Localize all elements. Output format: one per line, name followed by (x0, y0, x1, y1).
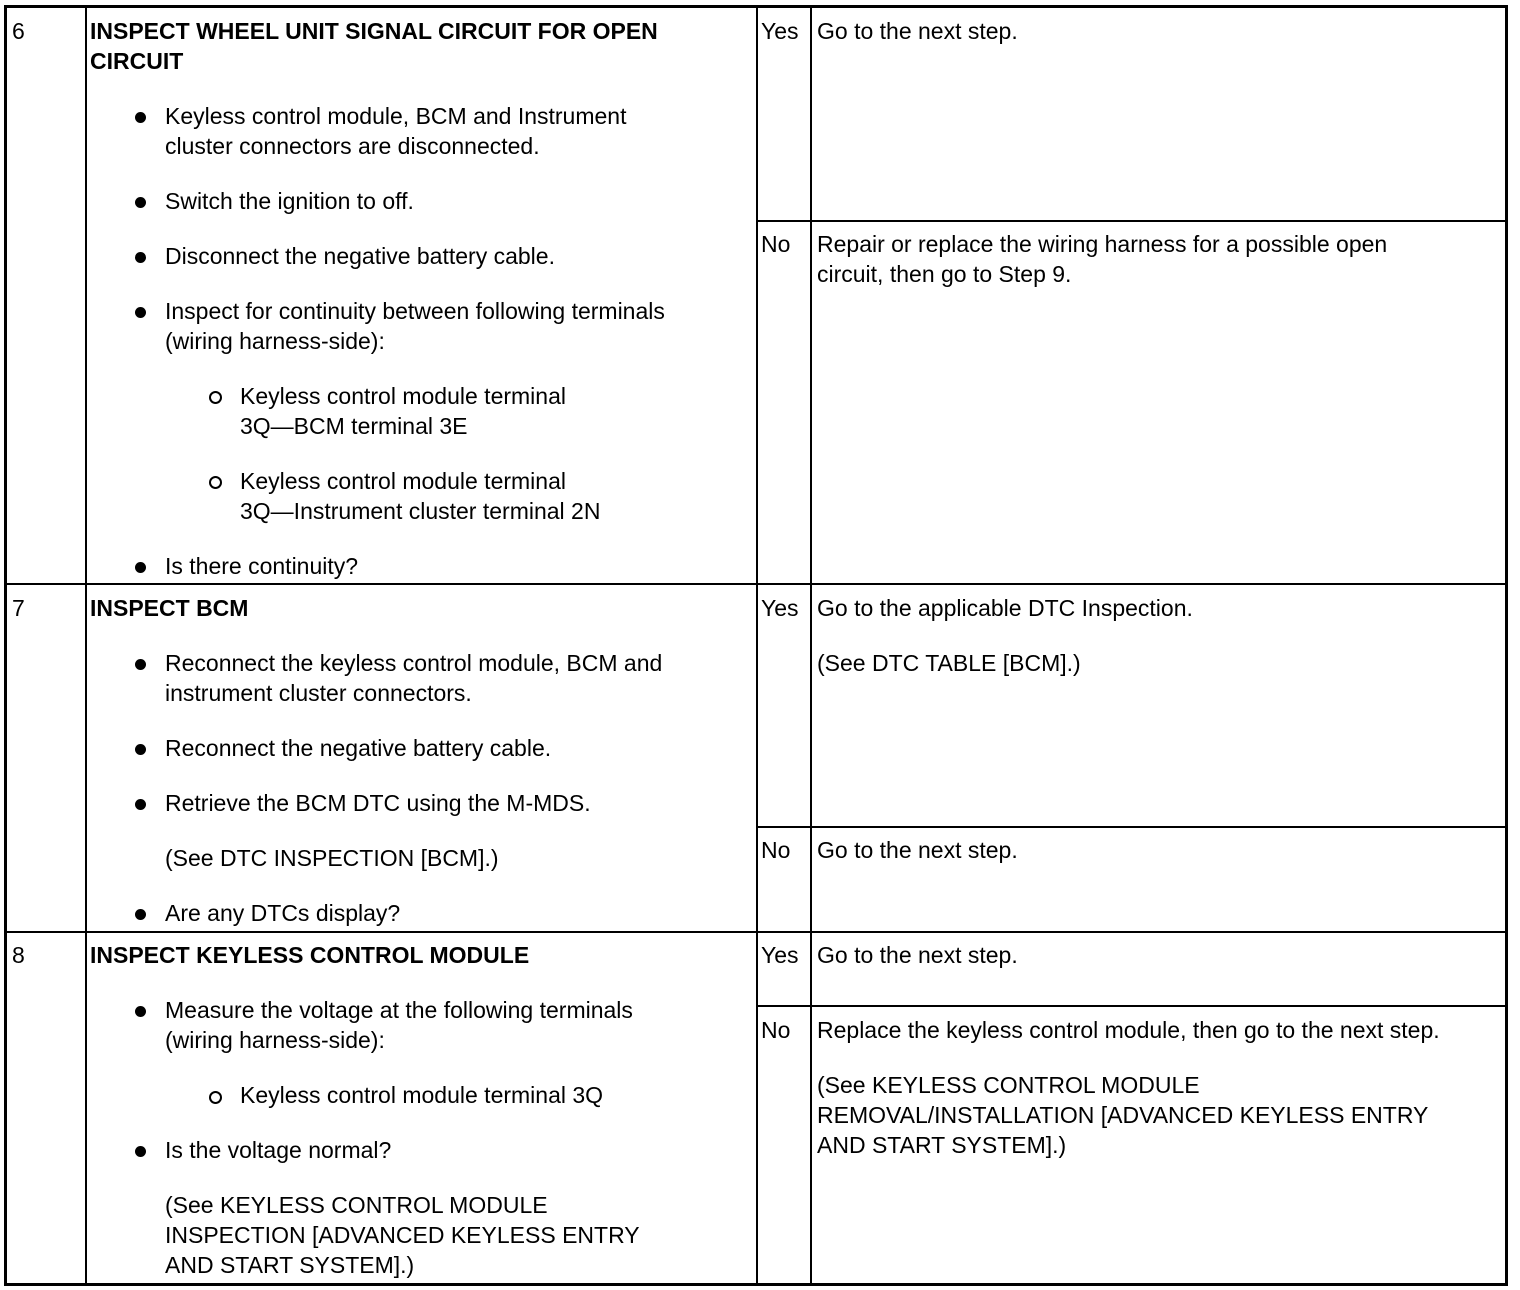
step-item: Retrieve the BCM DTC using the M-MDS. (165, 790, 591, 816)
result-label-no: No (761, 837, 791, 863)
row-divider-step-7 (7, 583, 1505, 585)
step-item: Is the voltage normal? (165, 1137, 392, 1163)
step-item: cluster connectors are disconnected. (165, 133, 540, 159)
step-title: INSPECT KEYLESS CONTROL MODULE (90, 942, 530, 968)
step-item: Measure the voltage at the following terminals (165, 997, 633, 1023)
step-item: Disconnect the negative battery cable. (165, 243, 555, 269)
step-number: 8 (12, 942, 25, 968)
step-item: Switch the ignition to off. (165, 188, 414, 214)
step-title: INSPECT WHEEL UNIT SIGNAL CIRCUIT FOR OPEN (90, 18, 658, 44)
step-number: 7 (12, 595, 25, 621)
result-label-yes: Yes (761, 18, 799, 44)
bullet-icon (135, 799, 146, 810)
result-action: Go to the next step. (817, 837, 1018, 863)
bullet-icon (135, 659, 146, 670)
result-action: Go to the applicable DTC Inspection. (817, 595, 1193, 621)
step-reference: AND START SYSTEM].) (165, 1252, 415, 1278)
column-divider-action (810, 8, 812, 1283)
step-item: (wiring harness-side): (165, 1027, 385, 1053)
step-reference: (See DTC INSPECTION [BCM].) (165, 845, 499, 871)
sub-bullet-icon (209, 476, 222, 489)
bullet-icon (135, 252, 146, 263)
step-item: Inspect for continuity between following terminals (165, 298, 665, 324)
step-sub-item: 3Q—BCM terminal 3E (240, 413, 468, 439)
bullet-icon (135, 909, 146, 920)
step-sub-item: 3Q—Instrument cluster terminal 2N (240, 498, 601, 524)
bullet-icon (135, 744, 146, 755)
sub-bullet-icon (209, 1091, 222, 1104)
bullet-icon (135, 307, 146, 318)
step-item: Reconnect the keyless control module, BCM and (165, 650, 663, 676)
result-label-no: No (761, 1017, 791, 1043)
result-label-yes: Yes (761, 942, 799, 968)
result-action: Go to the next step. (817, 18, 1018, 44)
step-sub-item: Keyless control module terminal 3Q (240, 1082, 604, 1108)
result-action: Go to the next step. (817, 942, 1018, 968)
bullet-icon (135, 112, 146, 123)
step-item: (wiring harness-side): (165, 328, 385, 354)
result-label-no: No (761, 231, 791, 257)
step-reference: INSPECTION [ADVANCED KEYLESS ENTRY (165, 1222, 640, 1248)
bullet-icon (135, 562, 146, 573)
diagnostic-procedure-table (4, 5, 1508, 1286)
result-divider-step-8 (756, 1005, 1505, 1007)
step-item: instrument cluster connectors. (165, 680, 472, 706)
result-divider-step-7 (756, 826, 1505, 828)
result-action: circuit, then go to Step 9. (817, 261, 1072, 287)
result-reference: (See DTC TABLE [BCM].) (817, 650, 1081, 676)
result-label-yes: Yes (761, 595, 799, 621)
sub-bullet-icon (209, 391, 222, 404)
bullet-icon (135, 197, 146, 208)
result-reference: REMOVAL/INSTALLATION [ADVANCED KEYLESS ENTRY (817, 1102, 1429, 1128)
row-divider-step-8 (7, 931, 1505, 933)
step-item: Is there continuity? (165, 553, 359, 579)
result-reference: (See KEYLESS CONTROL MODULE (817, 1072, 1200, 1098)
step-item: Are any DTCs display? (165, 900, 401, 926)
step-item: Reconnect the negative battery cable. (165, 735, 552, 761)
column-divider-result (756, 8, 758, 1283)
step-title: CIRCUIT (90, 48, 184, 74)
result-reference: AND START SYSTEM].) (817, 1132, 1067, 1158)
step-sub-item: Keyless control module terminal (240, 383, 566, 409)
result-action: Replace the keyless control module, then go to the next step. (817, 1017, 1440, 1043)
step-sub-item: Keyless control module terminal (240, 468, 566, 494)
step-title: INSPECT BCM (90, 595, 249, 621)
result-divider-step-6 (756, 220, 1505, 222)
step-reference: (See KEYLESS CONTROL MODULE (165, 1192, 548, 1218)
step-item: Keyless control module, BCM and Instrument (165, 103, 627, 129)
step-number: 6 (12, 18, 25, 44)
result-action: Repair or replace the wiring harness for a possible open (817, 231, 1388, 257)
bullet-icon (135, 1146, 146, 1157)
column-divider-step (85, 8, 87, 1283)
bullet-icon (135, 1006, 146, 1017)
